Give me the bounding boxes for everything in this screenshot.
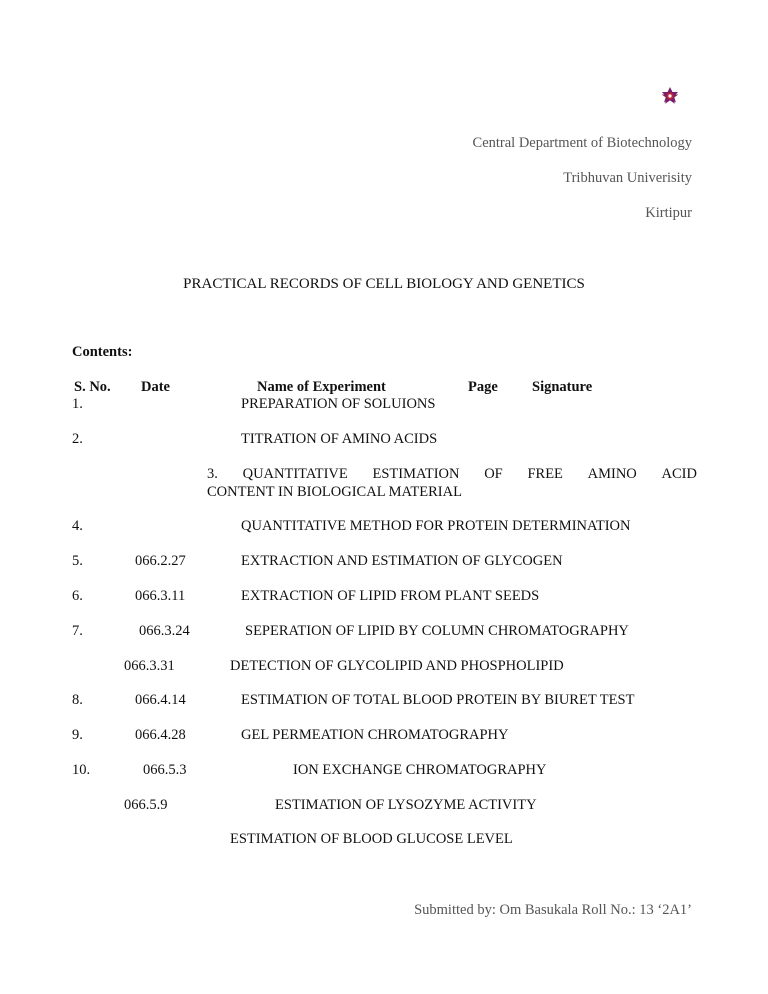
experiment-word: QUANTITATIVE: [242, 466, 348, 482]
university-name: Tribhuvan Univerisity: [563, 170, 692, 186]
row-sno: 9.: [72, 727, 83, 743]
column-header-sno: S. No.: [74, 379, 111, 395]
experiment-name: TITRATION OF AMINO ACIDS: [241, 431, 438, 447]
row-date: 066.5.3: [143, 762, 187, 778]
row-date: 066.4.28: [135, 727, 186, 743]
experiment-word: ACID: [661, 466, 697, 482]
department-name: Central Department of Biotechnology: [472, 135, 692, 151]
experiment-name: QUANTITATIVE METHOD FOR PROTEIN DETERMINATION: [241, 518, 631, 534]
row-sno: 8.: [72, 692, 83, 708]
experiment-name: PREPARATION OF SOLUIONS: [241, 396, 436, 412]
experiment-name: GEL PERMEATION CHROMATOGRAPHY: [241, 727, 509, 743]
row-date: 066.3.24: [139, 623, 190, 639]
row-sno: 5.: [72, 553, 83, 569]
row-sno: 10.: [72, 762, 91, 778]
row-sno: 7.: [72, 623, 83, 639]
row-sno: 6.: [72, 588, 83, 604]
experiment-name-line-2: CONTENT IN BIOLOGICAL MATERIAL: [207, 484, 462, 500]
row-date: 066.2.27: [135, 553, 186, 569]
experiment-name-line-1: [207, 466, 697, 483]
experiment-name: SEPERATION OF LIPID BY COLUMN CHROMATOGRAPHY: [245, 623, 629, 639]
experiment-name: ESTIMATION OF TOTAL BLOOD PROTEIN BY BIURET TEST: [241, 692, 635, 708]
contents-label: Contents:: [72, 344, 133, 360]
experiment-word: OF: [484, 466, 503, 482]
column-header-date: Date: [141, 379, 170, 395]
row-date: 066.3.31: [124, 658, 175, 674]
row-sno: 3.: [207, 466, 218, 482]
row-date: 066.4.14: [135, 692, 186, 708]
page-title: PRACTICAL RECORDS OF CELL BIOLOGY AND GENETICS: [183, 276, 585, 292]
experiment-name: ION EXCHANGE CHROMATOGRAPHY: [293, 762, 547, 778]
row-date: 066.5.9: [124, 797, 168, 813]
column-header-signature: Signature: [532, 379, 593, 395]
row-sno: 2.: [72, 431, 83, 447]
column-header-page: Page: [468, 379, 498, 395]
row-sno: 1.: [72, 396, 83, 412]
experiment-name: ESTIMATION OF LYSOZYME ACTIVITY: [275, 797, 537, 813]
location: Kirtipur: [645, 205, 692, 221]
row-sno: 4.: [72, 518, 83, 534]
submitted-by: Submitted by: Om Basukala Roll No.: 13 ‘2A1’: [414, 902, 692, 918]
experiment-name: ESTIMATION OF BLOOD GLUCOSE LEVEL: [230, 831, 513, 847]
row-date: 066.3.11: [135, 588, 186, 604]
experiment-word: FREE: [527, 466, 563, 482]
university-seal-icon: [661, 87, 679, 107]
column-header-name: Name of Experiment: [257, 379, 386, 395]
experiment-name: EXTRACTION AND ESTIMATION OF GLYCOGEN: [241, 553, 563, 569]
experiment-word: AMINO: [587, 466, 637, 482]
experiment-name: DETECTION OF GLYCOLIPID AND PHOSPHOLIPID: [230, 658, 564, 674]
experiment-name: EXTRACTION OF LIPID FROM PLANT SEEDS: [241, 588, 540, 604]
experiment-word: ESTIMATION: [372, 466, 460, 482]
